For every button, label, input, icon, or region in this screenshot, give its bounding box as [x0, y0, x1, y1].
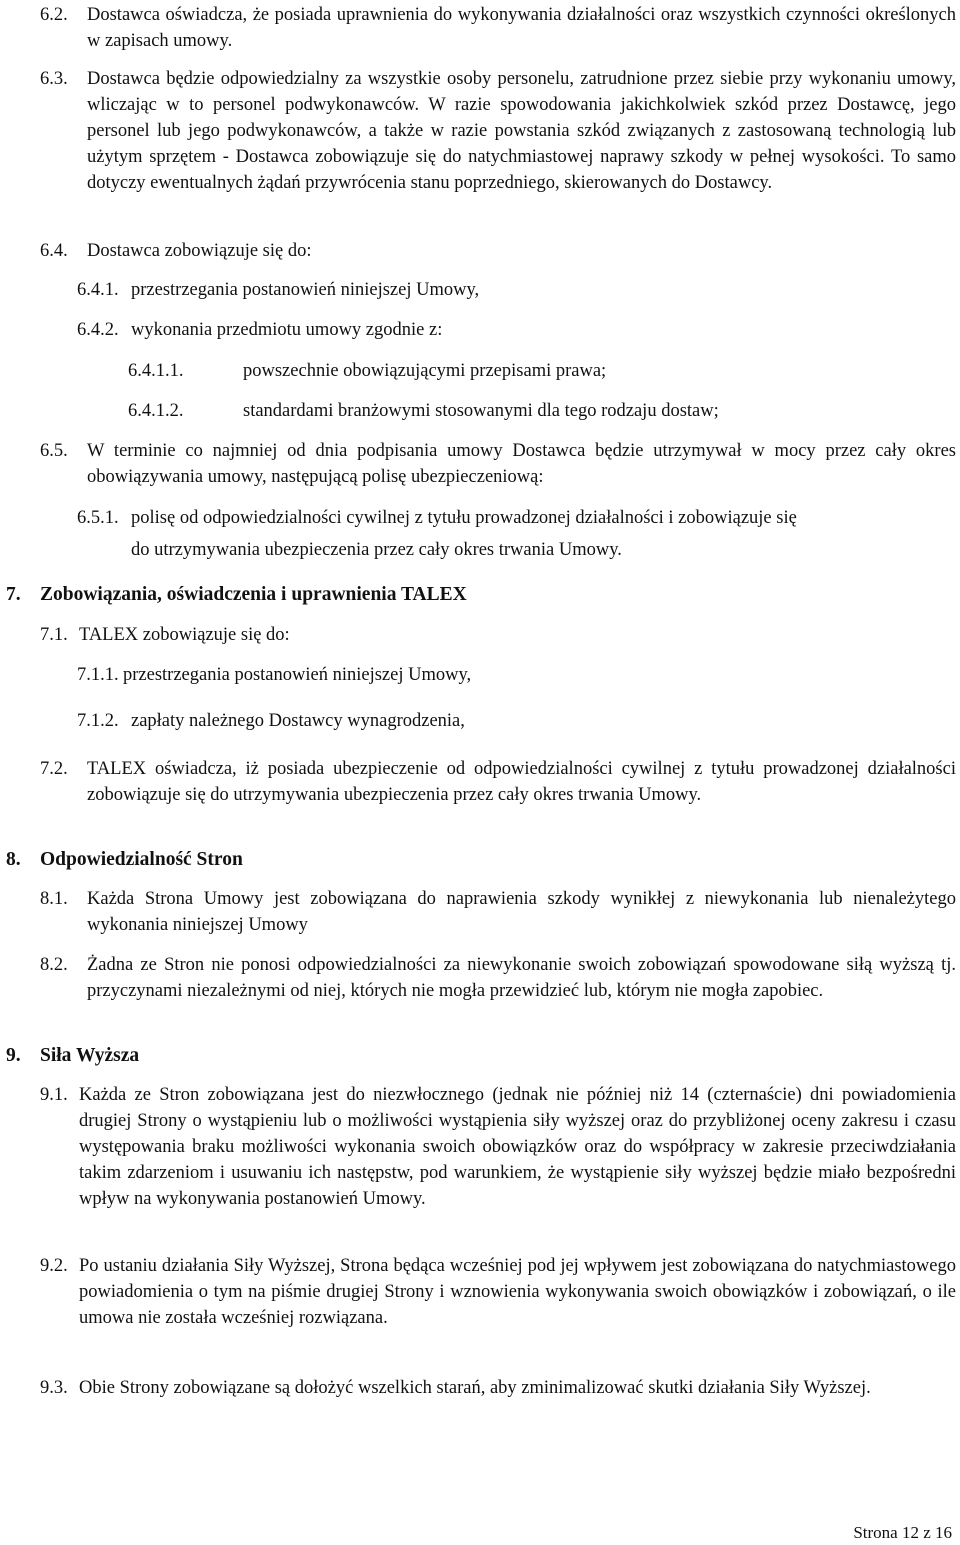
clause-6-5-1: [77, 505, 956, 563]
section-title: Zobowiązania, oświadczenia i uprawnienia TALEX: [40, 584, 467, 605]
clause-text: przestrzegania postanowień niniejszej Umowy,: [131, 280, 480, 300]
clause-text: W terminie co najmniej od dnia podpisania umowy Dostawca będzie utrzymywał w mocy przez cały okres obowiązywania umowy, następującą polisę ubezpieczeniową:: [87, 441, 956, 487]
clause-9-2: [40, 1253, 956, 1331]
section-heading-7: [6, 582, 956, 608]
clause-6-4-1-2: [128, 398, 956, 424]
clause-text: wykonania przedmiotu umowy zgodnie z:: [131, 320, 443, 340]
clause-number: 7.1.: [40, 625, 68, 645]
clause-number: 7.1.2.: [77, 711, 119, 731]
clause-text: Obie Strony zobowiązane są dołożyć wszelkich starań, aby zminimalizować skutki działania Siły Wyższej.: [79, 1378, 871, 1398]
section-title: Odpowiedzialność Stron: [40, 849, 243, 870]
clause-number: 6.2.: [40, 5, 68, 25]
clause-number: 7.2.: [40, 759, 68, 779]
clause-text-line-2: do utrzymywania ubezpieczenia przez cały okres trwania Umowy.: [131, 540, 622, 560]
clause-7-2: [40, 756, 956, 808]
clause-text: TALEX zobowiązuje się do:: [79, 625, 290, 645]
section-number: 8.: [6, 849, 21, 870]
clause-text: Każda ze Stron zobowiązana jest do niezwłocznego (jednak nie później niż 14 (czternaście) dni powiadomienia drugiej Strony o wystąpieniu lub o możliwości wystąpienia siły wyższej oraz do przybliżonej oceny zakresu i czasu występowania braku możliwości wykonania swoich obowiązków oraz do współpracy w zakresie przeciwdziałania takim zdarzeniom i usuwaniu ich następstw, pod warunkiem, że wystąpienie siły wyższej będzie miało bezpośredni wpływ na wykonywania postanowień Umowy.: [79, 1085, 956, 1209]
section-heading-8: [6, 847, 956, 873]
clause-text: Każda Strona Umowy jest zobowiązana do naprawienia szkody wynikłej z niewykonania lub nienależytego wykonania niniejszej Umowy: [87, 889, 956, 935]
clause-text: Po ustaniu działania Siły Wyższej, Strona będąca wcześniej pod jej wpływem jest zobowiązana do natychmiastowego powiadomienia o tym na piśmie drugiej Strony i wznowienia wykonywania swoich obowiązków i zobowiązań, o ile umowa nie została wcześniej rozwiązana.: [79, 1256, 956, 1328]
clause-6-4-2: [77, 317, 956, 343]
clause-8-2: [40, 952, 956, 1004]
clause-number: 7.1.1.: [77, 665, 119, 685]
clause-9-3: [40, 1375, 956, 1401]
clause-text: Dostawca będzie odpowiedzialny za wszystkie osoby personelu, zatrudnione przez siebie przy wykonaniu umowy, wliczając w to personel podwykonawców. W razie spowodowania jakichkolwiek szkód przez Dostawcę, jego personel lub jego podwykonawców, a także w razie powstania szkód związanych z zastosowaną technologią lub użytym sprzętem - Dostawca zobowiązuje się do natychmiastowej naprawy szkody w pełnej wysokości. To samo dotyczy ewentualnych żądań przywrócenia stanu poprzedniego, skierowanych do Dostawcy.: [87, 69, 956, 193]
clause-text: przestrzegania postanowień niniejszej Umowy,: [123, 665, 472, 685]
clause-number: 9.1.: [40, 1085, 68, 1105]
clause-6-2: [40, 2, 956, 54]
clause-6-4: [40, 238, 956, 264]
clause-text: powszechnie obowiązującymi przepisami prawa;: [243, 361, 607, 381]
clause-7-1-1: [77, 662, 956, 688]
clause-number: 6.4.: [40, 241, 68, 261]
clause-text-line-1: polisę od odpowiedzialności cywilnej z tytułu prowadzonej działalności i zobowiązuje się: [131, 508, 797, 528]
clause-text: zapłaty należnego Dostawcy wynagrodzenia,: [131, 711, 465, 731]
clause-6-4-1-1: [128, 358, 956, 384]
clause-number: 6.5.: [40, 441, 68, 461]
clause-8-1: [40, 886, 956, 938]
section-heading-9: [6, 1043, 956, 1069]
clause-7-1-2: [77, 708, 956, 734]
clause-number: 8.1.: [40, 889, 68, 909]
clause-text: standardami branżowymi stosowanymi dla tego rodzaju dostaw;: [243, 401, 719, 421]
clause-text: TALEX oświadcza, iż posiada ubezpieczenie od odpowiedzialności cywilnej z tytułu prowadzonej działalności zobowiązuje się do utrzymywania ubezpieczenia przez cały okres trwania Umowy.: [87, 759, 956, 805]
clause-number: 6.4.1.2.: [128, 401, 184, 421]
clause-7-1: [40, 622, 956, 648]
clause-number: 6.4.2.: [77, 320, 119, 340]
clause-number: 8.2.: [40, 955, 68, 975]
clause-number: 6.4.1.1.: [128, 361, 184, 381]
section-number: 9.: [6, 1045, 21, 1066]
clause-6-5: [40, 438, 956, 490]
section-number: 7.: [6, 584, 21, 605]
clause-number: 6.3.: [40, 69, 68, 89]
clause-number: 9.2.: [40, 1256, 68, 1276]
clause-text: Dostawca oświadcza, że posiada uprawnienia do wykonywania działalności oraz wszystkich czynności określonych w zapisach umowy.: [87, 5, 956, 51]
section-title: Siła Wyższa: [40, 1045, 140, 1066]
clause-text: Dostawca zobowiązuje się do:: [87, 241, 312, 261]
clause-text: Żadna ze Stron nie ponosi odpowiedzialności za niewykonanie swoich zobowiązań spowodowane siłą wyższą tj. przyczynami niezależnymi od niej, których nie mogła przewidzieć lub, którym nie mogła zapobiec.: [87, 955, 956, 1001]
clause-number: 9.3.: [40, 1378, 68, 1398]
clause-6-4-1: [77, 277, 956, 303]
page-number: Strona 12 z 16: [853, 1523, 952, 1542]
clause-6-3: [40, 66, 956, 196]
clause-9-1: [40, 1082, 956, 1212]
clause-number: 6.4.1.: [77, 280, 119, 300]
clause-number: 6.5.1.: [77, 508, 119, 528]
